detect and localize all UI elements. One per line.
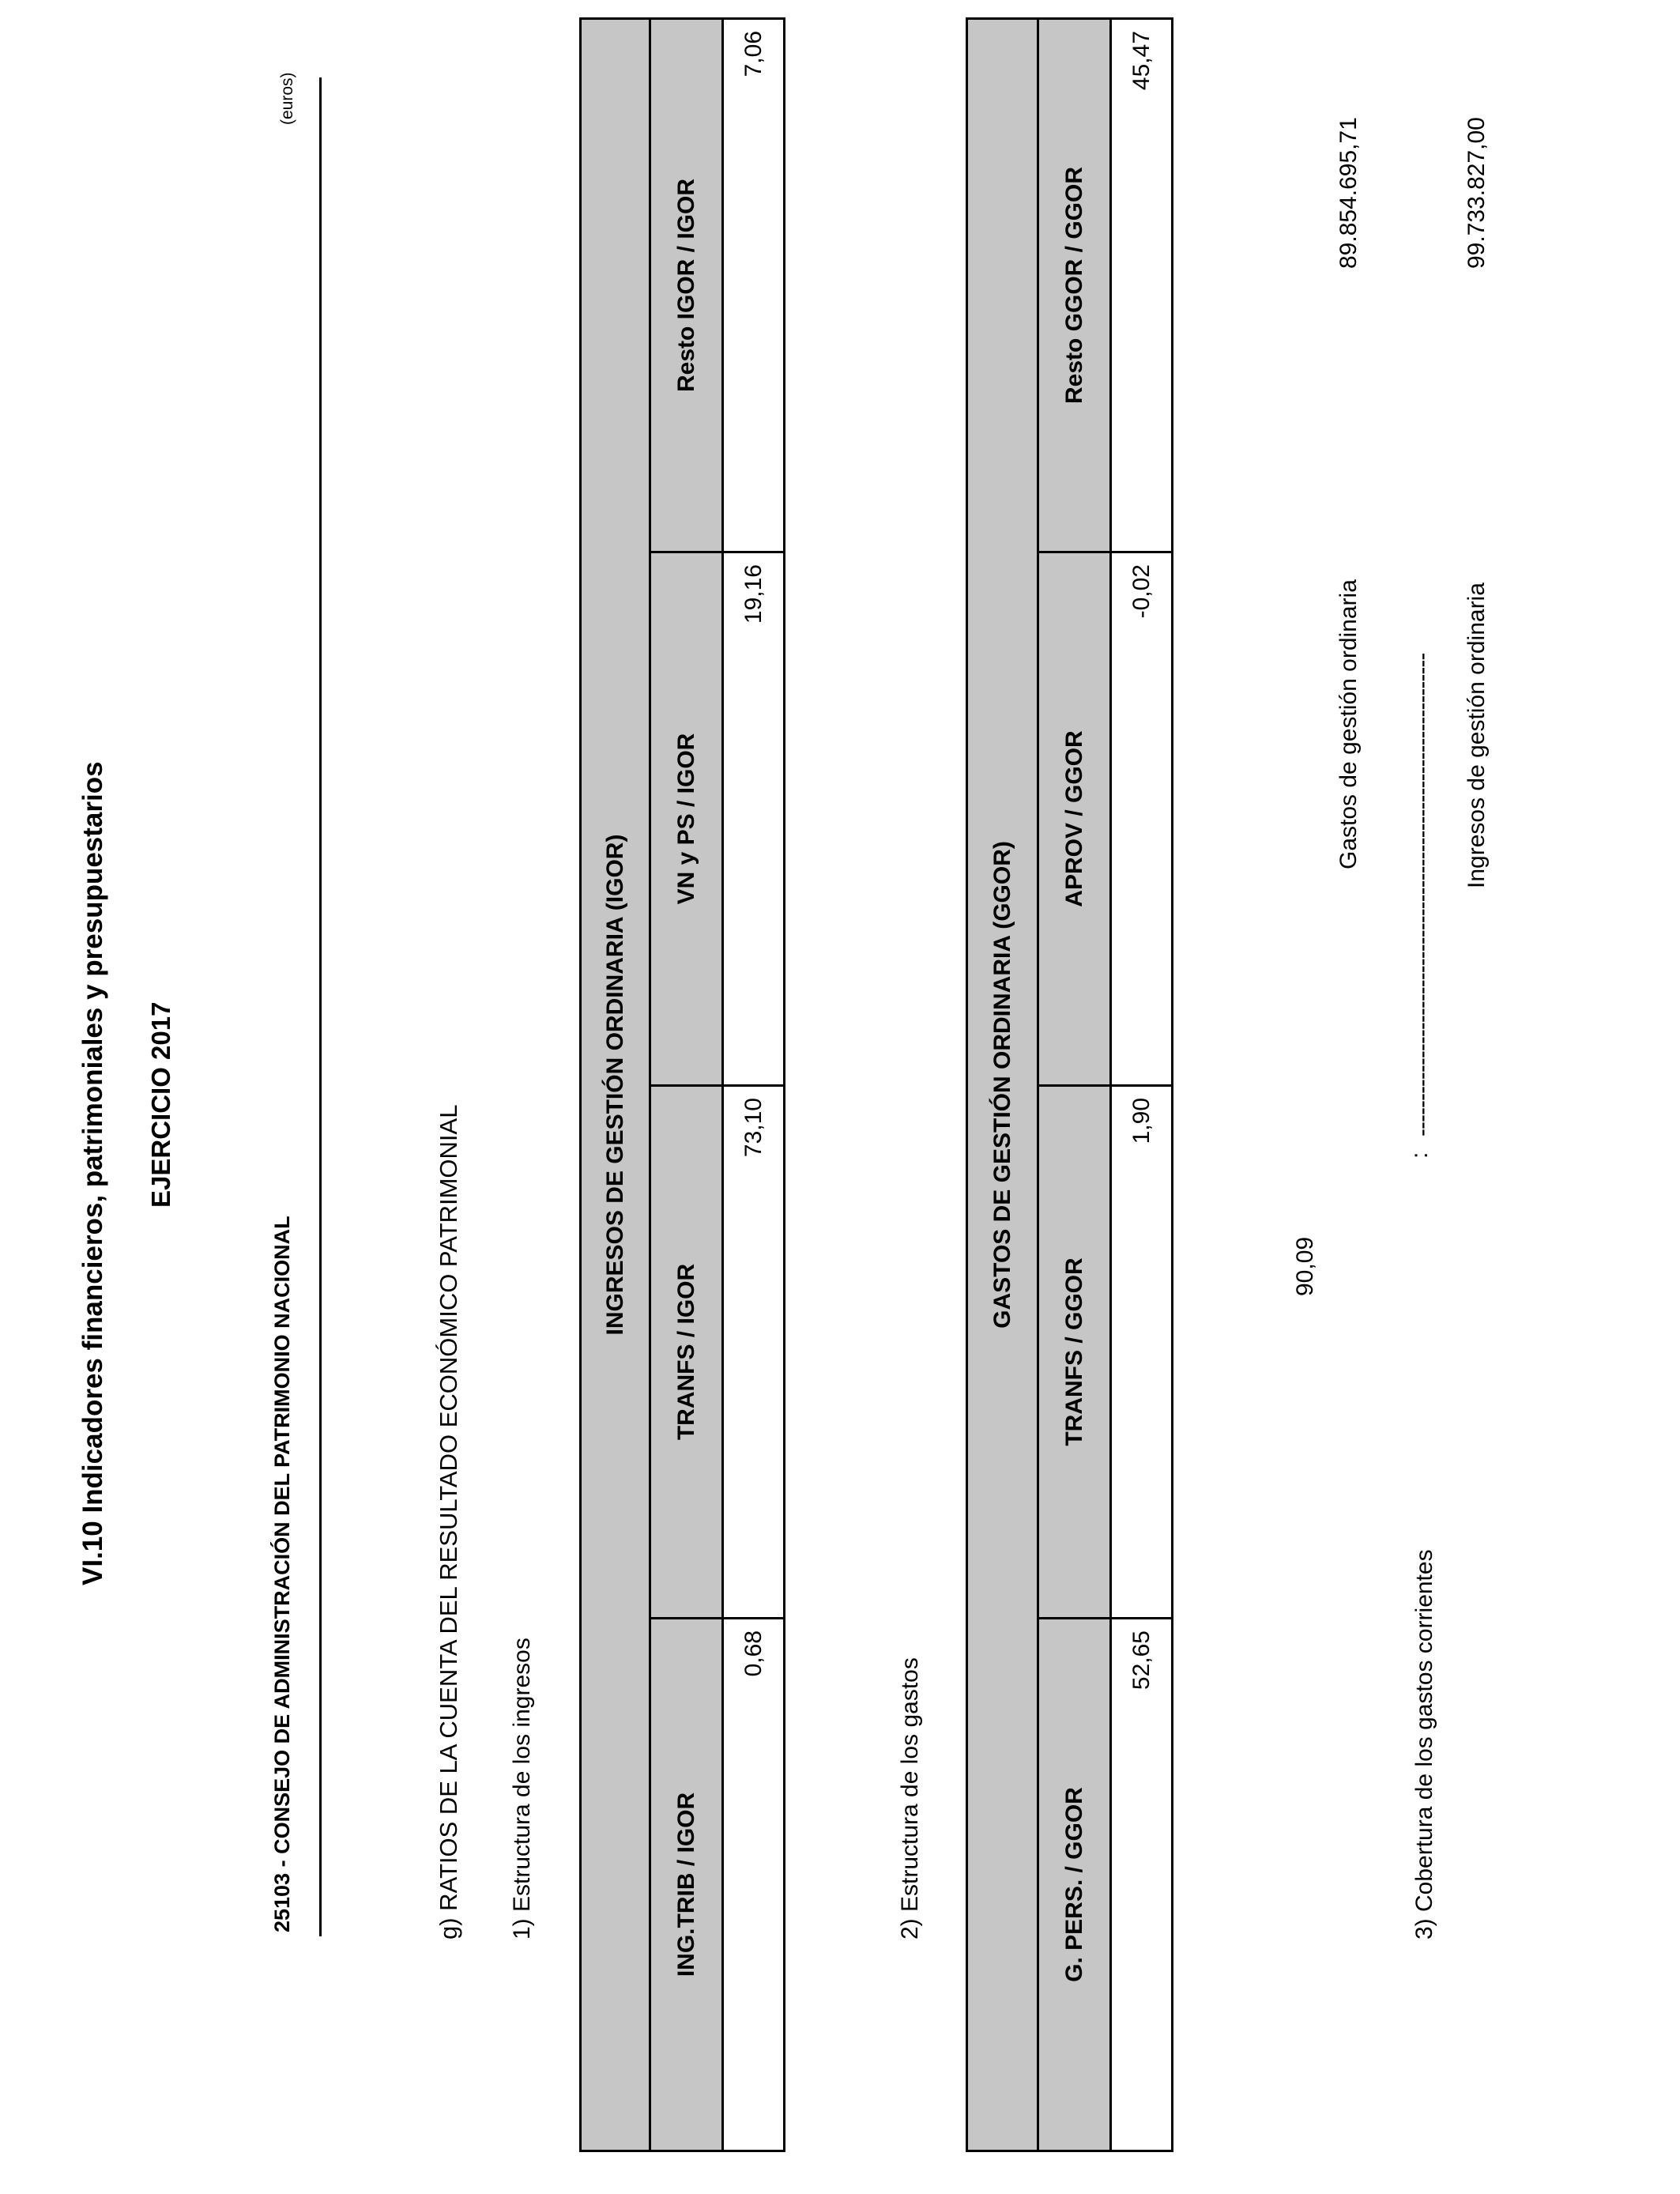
cobertura-subtitle: 3) Cobertura de los gastos corrientes [1411, 1549, 1437, 1940]
page-title: VI.10 Indicadores financieros, patrimoniales y presupuestarios [77, 761, 108, 1585]
section-title: g) RATIOS DE LA CUENTA DEL RESULTADO ECONÓMICO PATRIMONIAL [435, 1104, 462, 1940]
gastos-col-header: G. PERS. / GGOR [1038, 1619, 1111, 2151]
cobertura-separator: : [1407, 1152, 1433, 1159]
gastos-value-cell: 45,47 [1111, 18, 1173, 552]
ingresos-value-cell: 0,68 [723, 1619, 785, 2151]
numerator-label: Gastos de gestión ordinaria [1335, 579, 1362, 869]
fraction-line: -------------------------------------------------------------------- [1409, 653, 1435, 1137]
ingresos-value-cell: 73,10 [723, 1086, 785, 1619]
numerator-value: 89.854.695,71 [1335, 117, 1362, 269]
ingresos-col-header: Resto IGOR / IGOR [650, 19, 723, 552]
ingresos-value-cell: 19,16 [723, 552, 785, 1086]
gastos-col-header: TRANFS / GGOR [1038, 1086, 1111, 1619]
gastos-col-header: Resto GGOR / GGOR [1038, 18, 1111, 552]
ingresos-col-header: ING.TRIB / IGOR [650, 1619, 723, 2151]
gastos-col-header: APROV / GGOR [1038, 552, 1111, 1086]
fiscal-year: EJERCICIO 2017 [146, 1001, 175, 1208]
gastos-ratios-table [966, 17, 1173, 2152]
ingresos-col-header: VN y PS / IGOR [650, 552, 723, 1086]
cobertura-value: 90,09 [1292, 1236, 1318, 1296]
ingresos-ratios-table [579, 17, 785, 2152]
gastos-value-cell: -0,02 [1111, 552, 1173, 1086]
ingresos-subtitle: 1) Estructura de los ingresos [509, 1638, 535, 1940]
denominator-label: Ingresos de gestión ordinaria [1463, 582, 1490, 888]
gastos-subtitle: 2) Estructura de los gastos [897, 1657, 923, 1940]
ingresos-value-cell: 7,06 [723, 19, 785, 552]
ingresos-col-header: TRANFS / IGOR [650, 1086, 723, 1619]
header-divider [319, 77, 322, 1936]
denominator-value: 99.733.827,00 [1463, 117, 1490, 269]
entity-name: 25103 - CONSEJO DE ADMINISTRACIÓN DEL PATRIMONIO NACIONAL [270, 1216, 294, 1932]
gastos-value-cell: 1,90 [1111, 1086, 1173, 1619]
gastos-value-cell: 52,65 [1111, 1619, 1173, 2151]
currency-unit: (euros) [278, 72, 296, 125]
ingresos-group-header: INGRESOS DE GESTIÓN ORDINARIA (IGOR) [581, 19, 650, 2151]
gastos-group-header: GASTOS DE GESTIÓN ORDINARIA (GGOR) [967, 18, 1038, 2151]
